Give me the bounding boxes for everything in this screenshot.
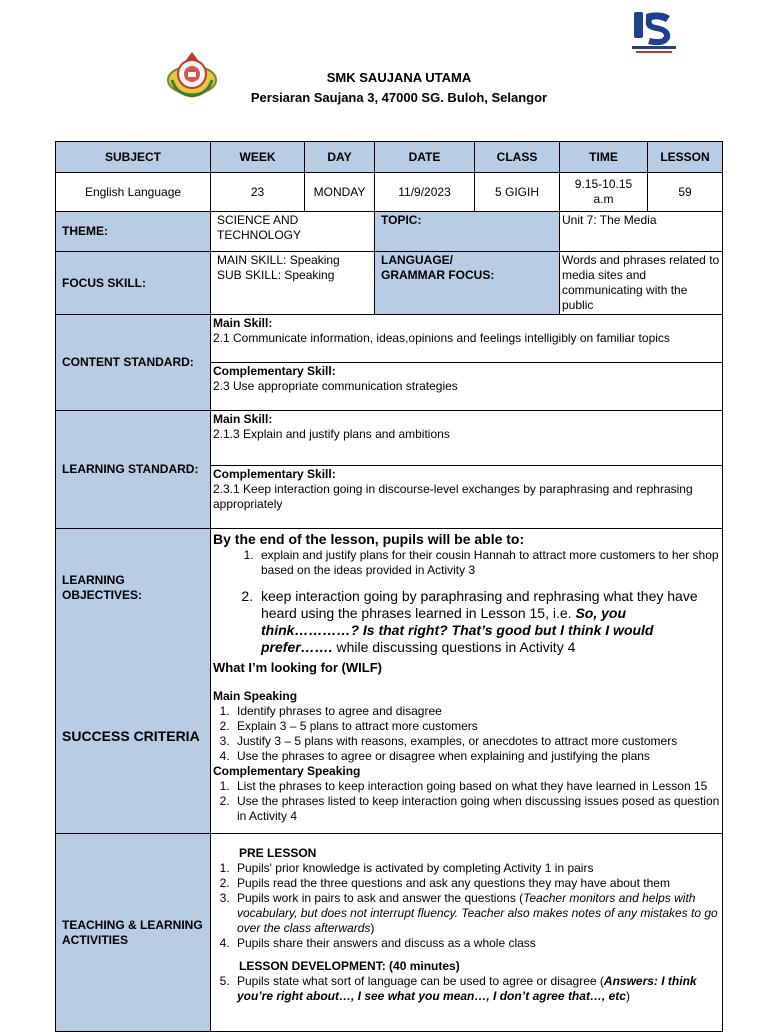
activity-text: Pupils work in pairs to ask and answer the questions ( — [237, 891, 524, 905]
week-value: 23 — [211, 173, 305, 212]
day-value: MONDAY — [305, 173, 375, 212]
learning-main-skill-text: 2.1.3 Explain and justify plans and ambitions — [213, 427, 450, 441]
wilf-text: What I’m looking for ( — [213, 660, 346, 675]
objective-item: 1. explain and justify plans for their cousin Hannah to attract more customers to her shop based on the ideas provided in Activity 3 — [257, 548, 720, 578]
learning-standard-comp — [211, 466, 723, 529]
lesson-plan-table — [55, 141, 723, 1032]
content-standard-main — [211, 315, 723, 363]
content-comp-skill-title: Complementary Skill: — [213, 364, 336, 378]
topic-value: Unit 7: The Media — [560, 212, 723, 252]
school-address: Persiaran Saujana 3, 47000 SG. Buloh, Selangor — [250, 90, 548, 105]
objective-item — [257, 588, 720, 656]
brand-emblem-logo — [630, 8, 678, 58]
activity-text: Pupils state what sort of language can be used to agree or disagree ( — [237, 974, 604, 988]
learning-comp-skill-text: 2.3.1 Keep interaction going in discourse-level exchanges by paraphrasing and rephrasing appropriately — [213, 482, 693, 511]
info-row — [56, 173, 723, 212]
objectives-row — [56, 529, 723, 834]
complementary-speaking-title: Complementary Speaking — [213, 764, 361, 778]
language-label-line2: GRAMMAR FOCUS: — [381, 268, 495, 282]
content-main-skill-text: 2.1 Communicate information, ideas,opinions and feelings intelligibly on familiar topics — [213, 331, 670, 345]
column-header-subject: SUBJECT — [56, 142, 211, 173]
content-comp-skill-text: 2.3 Use appropriate communication strategies — [213, 379, 458, 393]
learning-standard-row-main — [56, 411, 723, 466]
objectives-content — [211, 529, 723, 834]
success-item: 2. Use the phrases listed to keep interaction going when discussing issues posed as question in Activity 4 — [233, 794, 720, 824]
content-main-skill-title: Main Skill: — [213, 316, 273, 330]
learning-objectives-label: LEARNING OBJECTIVES: — [62, 573, 143, 602]
activities-content — [211, 834, 723, 1032]
language-focus-value: Words and phrases related to media sites and communicating with the public — [560, 252, 723, 315]
activity-item: 2. Pupils read the three questions and ask any questions they may have about them — [233, 876, 720, 891]
language-label-line1: LANGUAGE/ — [381, 253, 453, 267]
activity-note: Teacher monitors and helps with vocabulary, but does not interrupt fluency. Teacher also makes notes of any mistakes to go over the class afterwards — [237, 891, 718, 935]
focus-skill-row — [56, 252, 723, 315]
success-item: 4. Use the phrases to agree or disagree when explaining and justifying the plans — [233, 749, 720, 764]
theme-row — [56, 212, 723, 252]
time-line-2: a.m — [593, 192, 614, 206]
focus-skill-value — [211, 252, 375, 315]
wilf-abbrev: WILF — [345, 660, 378, 675]
activity-item — [233, 974, 720, 1004]
learning-standard-main — [211, 411, 723, 466]
content-standard-label: CONTENT STANDARD: — [56, 315, 211, 411]
wilf-close: ) — [377, 660, 382, 675]
success-item: 2. Explain 3 – 5 plans to attract more customers — [233, 719, 720, 734]
date-value: 11/9/2023 — [375, 173, 475, 212]
main-skill-text: MAIN SKILL: Speaking — [217, 253, 340, 267]
header-row — [56, 142, 723, 173]
language-focus-label — [375, 252, 560, 315]
pre-lesson-title: PRE LESSON — [239, 846, 317, 860]
theme-value: SCIENCE AND TECHNOLOGY — [211, 212, 375, 252]
success-item: 1. Identify phrases to agree and disagree — [233, 704, 720, 719]
success-item: 1. List the phrases to keep interaction going based on what they have learned in Lesson 15 — [233, 779, 720, 794]
activity-text-end: ) — [625, 989, 630, 1003]
sub-skill-text: SUB SKILL: Speaking — [217, 268, 335, 282]
activity-item: 4. Pupils share their answers and discuss as a whole class — [233, 936, 720, 951]
activities-row — [56, 834, 723, 1032]
objectives-intro: By the end of the lesson, pupils will be able to: — [213, 531, 525, 547]
column-header-day: DAY — [305, 142, 375, 173]
focus-skill-label: FOCUS SKILL: — [56, 252, 211, 315]
column-header-class: CLASS — [475, 142, 560, 173]
objective-text-end: while discussing questions in Activity 4 — [332, 639, 576, 655]
column-header-date: DATE — [375, 142, 475, 173]
success-criteria-label: SUCCESS CRITERIA — [62, 728, 200, 744]
learning-main-skill-title: Main Skill: — [213, 412, 273, 426]
main-speaking-title: Main Speaking — [213, 689, 298, 703]
content-standard-row-main — [56, 315, 723, 363]
time-line-1: 9.15-10.15 — [574, 177, 633, 191]
wilf-heading — [213, 660, 720, 675]
content-standard-comp — [211, 363, 723, 411]
objectives-label-cell — [56, 529, 211, 834]
objective-phrases: So, you think…………? Is that right? That’s good but I think I would prefer……. — [261, 605, 654, 655]
learning-comp-skill-title: Complementary Skill: — [213, 467, 336, 481]
learning-standard-label: LEARNING STANDARD: — [56, 411, 211, 529]
theme-label: THEME: — [56, 212, 211, 252]
success-item: 3. Justify 3 – 5 plans with reasons, examples, or anecdotes to attract more customers — [233, 734, 720, 749]
activities-label: TEACHING & LEARNING ACTIVITIES — [56, 834, 211, 1032]
column-header-week: WEEK — [211, 142, 305, 173]
activity-text-end: ) — [370, 921, 375, 935]
school-name: SMK SAUJANA UTAMA — [326, 70, 472, 85]
activity-answers: Answers: I think you’re right about…, I see what you mean…, I don’t agree that…, etc — [237, 974, 697, 1003]
lesson-development-title: LESSON DEVELOPMENT: (40 minutes) — [239, 959, 460, 973]
objective-text: keep interaction going by paraphrasing and rephrasing what they have heard using the phrases learned in Lesson 15, i.e. — [261, 588, 698, 621]
lesson-value: 59 — [648, 173, 723, 212]
class-value: 5 GIGIH — [475, 173, 560, 212]
column-header-time: TIME — [560, 142, 648, 173]
subject-value: English Language — [56, 173, 211, 212]
activity-item: 1. Pupils' prior knowledge is activated by completing Activity 1 in pairs — [233, 861, 720, 876]
column-header-lesson: LESSON — [648, 142, 723, 173]
topic-label: TOPIC: — [375, 212, 560, 252]
activity-item — [233, 891, 720, 936]
time-value — [560, 173, 648, 212]
